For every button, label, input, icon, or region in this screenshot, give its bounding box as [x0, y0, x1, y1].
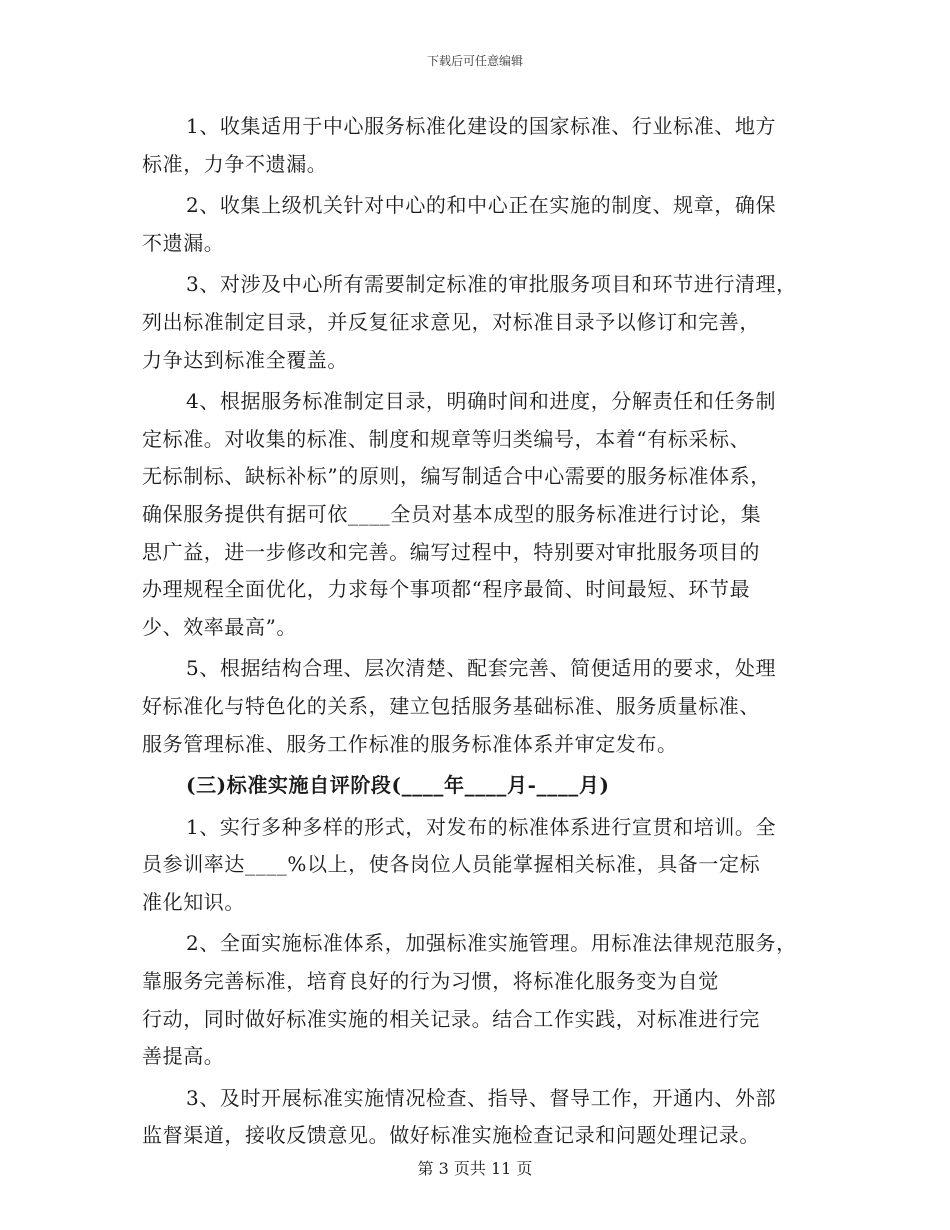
paragraph-line: 力争达到标准全覆盖。	[142, 347, 348, 372]
section-heading-text: (三)标准实施自评阶段(____年____月-____月)	[186, 773, 610, 798]
paragraph-training	[142, 809, 822, 922]
paragraph-line: 服务管理标准、服务工作标准的服务标准体系并审定发布。	[142, 731, 678, 756]
document-body	[142, 108, 822, 1159]
paragraph-line: 确保服务提供有据可依____全员对基本成型的服务标准进行讨论，集	[142, 501, 762, 526]
section-heading	[142, 767, 822, 805]
paragraph-line: 无标制标、缺标补标”的原则，编写制适合中心需要的服务标准体系，	[142, 464, 771, 489]
paragraph-line: 3、对涉及中心所有需要制定标准的审批服务项目和环节进行清理，	[186, 272, 797, 297]
page-footer: 第 3 页共 11 页	[417, 1159, 533, 1178]
paragraph-line: 准化知识。	[142, 889, 245, 914]
paragraph-collect-standards	[142, 108, 822, 183]
paragraph-implementation	[142, 925, 822, 1075]
paragraph-line: 标准，力争不遗漏。	[142, 151, 328, 176]
paragraph-line: 2、全面实施标准体系，加强标准实施管理。用标准法律规范服务，	[186, 931, 797, 956]
paragraph-collect-regulations	[142, 187, 822, 262]
paragraph-line: 4、根据服务标准制定目录，明确时间和进度，分解责任和任务制	[186, 389, 777, 414]
paragraph-line: 行动，同时做好标准实施的相关记录。结合工作实践，对标准进行完	[142, 1006, 760, 1031]
paragraph-cleanup-items	[142, 266, 822, 379]
paragraph-line: 1、收集适用于中心服务标准化建设的国家标准、行业标准、地方	[186, 114, 777, 138]
paragraph-line: 列出标准制定目录，并反复征求意见，对标准目录予以修订和完善，	[142, 309, 760, 334]
paragraph-line: 善提高。	[142, 1044, 225, 1069]
paragraph-build-system	[142, 650, 822, 763]
page-header: 下载后可任意编辑	[426, 54, 523, 68]
paragraph-line: 员参训率达____%以上，使各岗位人员能掌握相关标准，具备一定标	[142, 852, 761, 877]
paragraph-line: 2、收集上级机关针对中心的和中心正在实施的制度、规章，确保	[186, 193, 777, 218]
paragraph-line: 思广益，进一步修改和完善。编写过程中，特别要对审批服务项目的	[142, 539, 760, 564]
paragraph-formulate-standards	[142, 383, 822, 646]
paragraph-inspection	[142, 1080, 822, 1155]
paragraph-line: 靠服务完善标准，培育良好的行为习惯，将标准化服务变为自觉	[142, 969, 719, 994]
paragraph-line: 监督渠道，接收反馈意见。做好标准实施检查记录和问题处理记录。	[142, 1123, 760, 1148]
paragraph-line: 定标准。对收集的标准、制度和规章等归类编号，本着“有标采标、	[142, 426, 751, 451]
paragraph-line: 1、实行多种多样的形式，对发布的标准体系进行宣贯和培训。全	[186, 814, 777, 839]
paragraph-line: 不遗漏。	[142, 230, 225, 255]
paragraph-line: 好标准化与特色化的关系，建立包括服务基础标准、服务质量标准、	[142, 693, 760, 718]
paragraph-line: 少、效率最高”。	[142, 614, 298, 639]
paragraph-line: 办理规程全面优化，力求每个事项都“程序最简、时间最短、环节最	[142, 577, 751, 602]
paragraph-line: 5、根据结构合理、层次清楚、配套完善、简便适用的要求，处理	[186, 656, 777, 681]
paragraph-line: 3、及时开展标准实施情况检查、指导、督导工作，开通内、外部	[186, 1085, 777, 1110]
